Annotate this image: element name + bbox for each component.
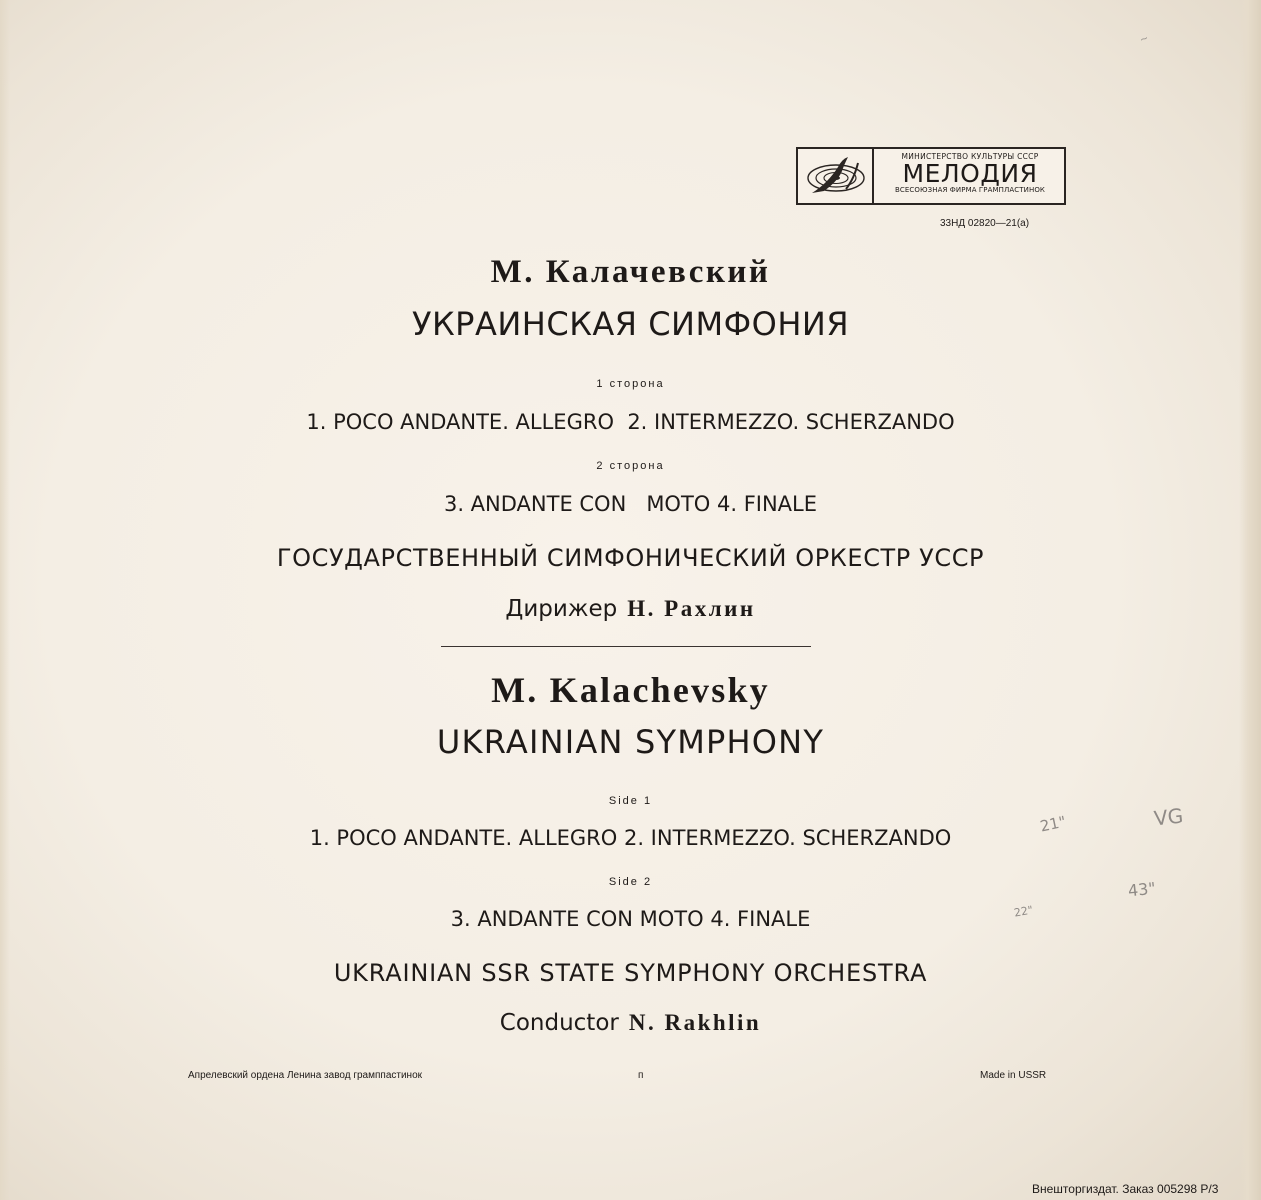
melodiya-emblem-icon [798, 149, 874, 203]
side1-label-ru: 1 сторона [596, 378, 665, 390]
orchestra-ru: ГОСУДАРСТВЕННЫЙ СИМФОНИЧЕСКИЙ ОРКЕСТР УССР [276, 544, 985, 572]
side2-tracks-ru: 3. ANDANTE CON MOTO 4. FINALE [443, 492, 818, 516]
side2-label-ru: 2 сторона [596, 460, 665, 472]
orchestra-en: UKRAINIAN SSR STATE SYMPHONY ORCHESTRA [333, 959, 928, 987]
logo-brand-name: МЕЛОДИЯ [902, 159, 1038, 188]
section-divider [441, 646, 811, 647]
composer-en: M. Kalachevsky [491, 670, 770, 710]
pencil-scribble-corner: ~ [1138, 32, 1151, 47]
title-en: UKRAINIAN SYMPHONY [436, 723, 825, 761]
handwritten-total-time: 43" [1127, 878, 1157, 901]
title-ru: УКРАИНСКАЯ СИМФОНИЯ [411, 305, 850, 343]
side2-tracks-en: 3. ANDANTE CON MOTO 4. FINALE [450, 907, 811, 931]
conductor-en [0, 1009, 1261, 1036]
melodiya-wordmark [876, 149, 1064, 203]
conductor-label-ru: Дирижер [505, 596, 618, 622]
conductor-name-ru: Н. Рахлин [627, 596, 756, 621]
catalog-number: 33НД 02820—21(а) [940, 218, 1030, 229]
side1-label-en: Side 1 [608, 795, 653, 807]
footer-mark: п [638, 1070, 644, 1081]
composer-ru: М. Калачевский [490, 254, 771, 290]
logo-company-line: ВСЕСОЮЗНАЯ ФИРМА ГРАМПЛАСТИНОК [894, 186, 1045, 194]
handwritten-side1-time: 21" [1038, 812, 1068, 836]
logo-ministry-line: МИНИСТЕРСТВО КУЛЬТУРЫ СССР [901, 152, 1039, 161]
side1-tracks-ru: 1. POCO ANDANTE. ALLEGRO 2. INTERMEZZO. SCHERZANDO [306, 410, 955, 434]
side2-label-en: Side 2 [608, 876, 653, 888]
handwritten-side2-time: 22" [1013, 903, 1035, 920]
print-order-number: Внешторгиздат. Заказ 005298 Р/3 [1032, 1182, 1219, 1196]
conductor-name-en: N. Rakhlin [628, 1010, 762, 1035]
handwritten-grade: VG [1152, 803, 1185, 831]
manufacturing-plant: Апрелевский ордена Ленина завод грамппастинок [188, 1070, 423, 1081]
melodiya-logo [796, 147, 1066, 205]
conductor-ru [0, 595, 1261, 622]
conductor-label-en: Conductor [499, 1010, 619, 1036]
side1-tracks-en: 1. POCO ANDANTE. ALLEGRO 2. INTERMEZZO. SCHERZANDO [309, 826, 952, 850]
made-in-ussr: Made in USSR [980, 1070, 1047, 1081]
